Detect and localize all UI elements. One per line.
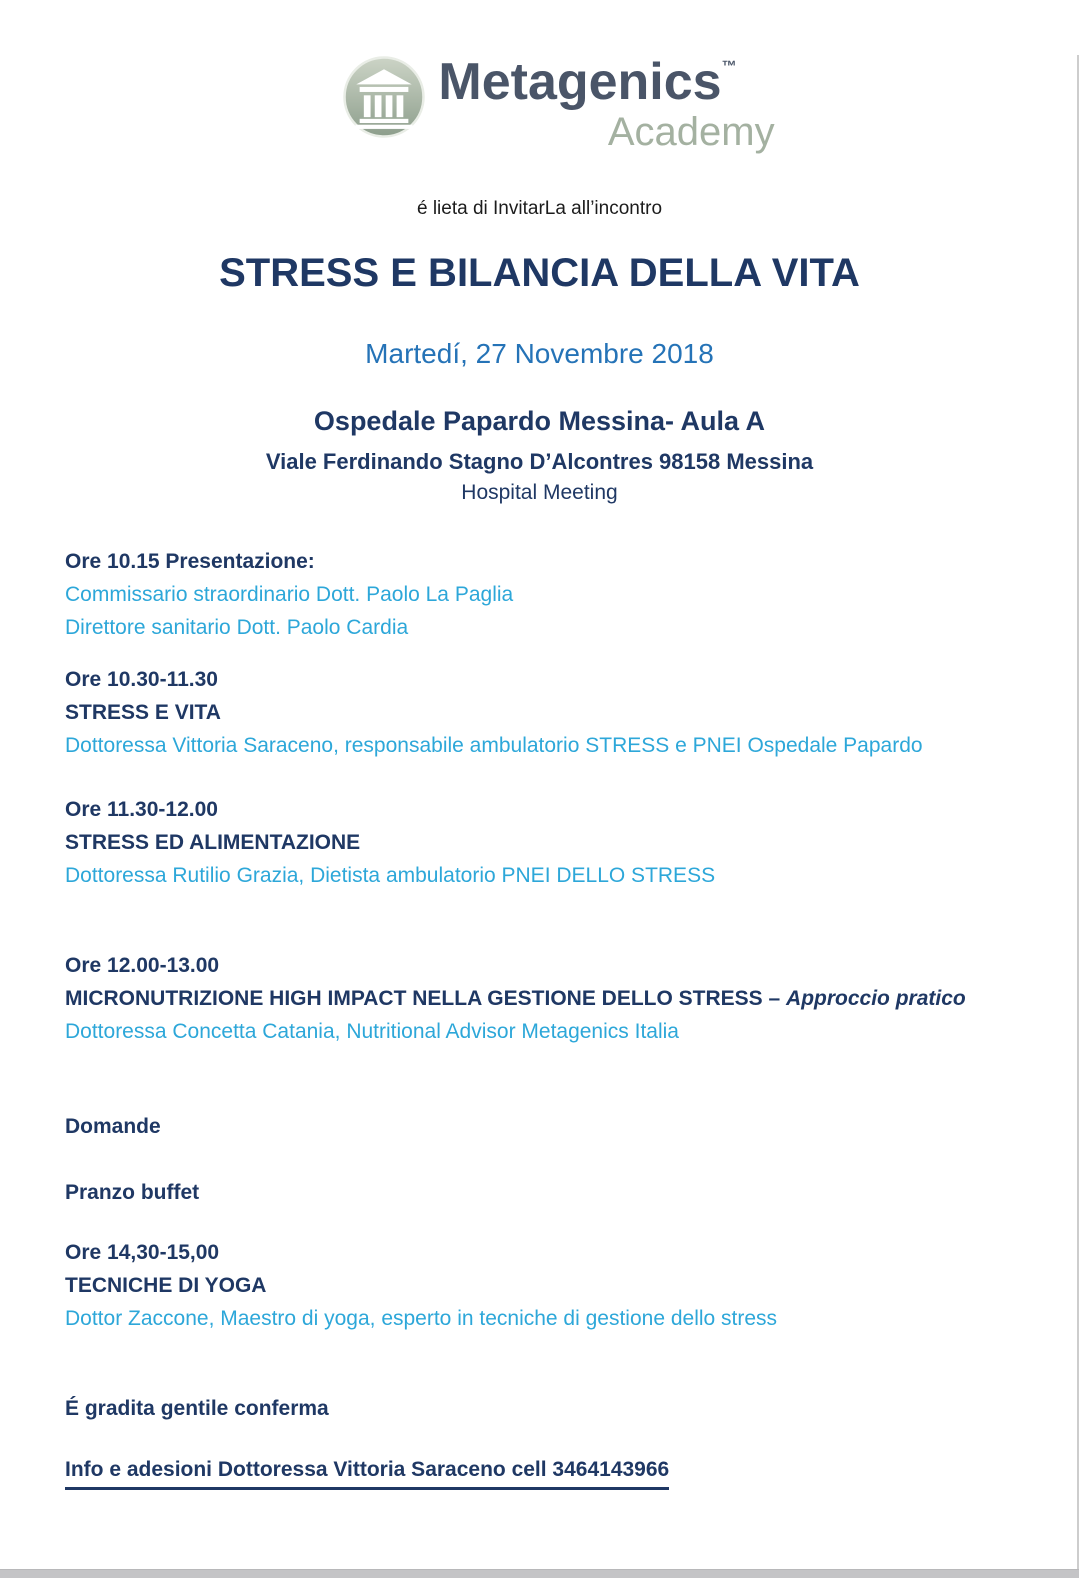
agenda-item-stress-ed-alimentazione [65,793,1014,892]
metagenics-academy-logo [65,55,1014,152]
agenda-speaker: Direttore sanitario Dott. Paolo Cardia [65,615,409,639]
agenda-time: Ore 14,30-15,00 [65,1240,220,1264]
agenda-pranzo-buffet: Pranzo buffet [65,1180,200,1204]
document-page [0,55,1079,1490]
agenda-domande: Domande [65,1114,161,1138]
agenda-item-presentazione [65,545,1014,644]
agenda-talk-title: MICRONUTRIZIONE HIGH IMPACT NELLA GESTIONE DELLO STRESS – Approccio pratico [65,986,966,1010]
agenda-talk-title: STRESS ED ALIMENTAZIONE [65,830,361,854]
agenda [65,545,1014,1490]
venue-address: Viale Ferdinando Stagno D’Alcontres 98158 Messina [265,448,814,474]
agenda-time: Ore 10.15 Presentazione: [65,549,315,573]
trademark-symbol: ™ [721,58,737,75]
agenda-time: Ore 12.00-13.00 [65,953,220,977]
venue-name: Ospedale Papardo Messina- Aula A [313,405,766,436]
agenda-speaker: Dottoressa Vittoria Saraceno, responsabile ambulatorio STRESS e PNEI Ospedale Papardo [65,733,923,757]
meeting-type: Hospital Meeting [461,480,618,504]
info-contact-text: Info e adesioni Dottoressa Vittoria Saraceno cell 3464143966 [65,1453,669,1490]
invitation-intro: é lieta di InvitarLa all’incontro [416,197,663,219]
agenda-talk-title: STRESS E VITA [65,700,221,724]
agenda-time: Ore 11.30-12.00 [65,797,218,821]
agenda-item-stress-e-vita [65,663,1014,762]
agenda-speaker: Dottor Zaccone, Maestro di yoga, esperto in tecniche di gestione dello stress [65,1306,778,1330]
agenda-speaker: Dottoressa Concetta Catania, Nutritional Advisor Metagenics Italia [65,1019,679,1043]
event-date: Martedí, 27 Novembre 2018 [365,337,714,369]
agenda-talk-title-italic: Approccio pratico [786,986,966,1010]
agenda-item-tecniche-di-yoga [65,1236,1014,1335]
sub-brand-name: Academy [607,109,775,154]
brand-name: Metagenics™ [438,53,737,111]
agenda-item-micronutrizione [65,949,1014,1048]
info-contact [65,1453,1014,1490]
temple-icon [342,55,426,139]
agenda-speaker: Dottoressa Rutilio Grazia, Dietista ambulatorio PNEI DELLO STRESS [65,863,716,887]
logo-wordmark [438,53,775,154]
event-title: STRESS E BILANCIA DELLA VITA [219,250,860,295]
agenda-time: Ore 10.30-11.30 [65,667,218,691]
conferma-note: É gradita gentile conferma [65,1396,329,1420]
agenda-speaker: Commissario straordinario Dott. Paolo La Paglia [65,582,514,606]
page-bottom-bar [0,1569,1079,1578]
agenda-talk-title: TECNICHE DI YOGA [65,1273,267,1297]
